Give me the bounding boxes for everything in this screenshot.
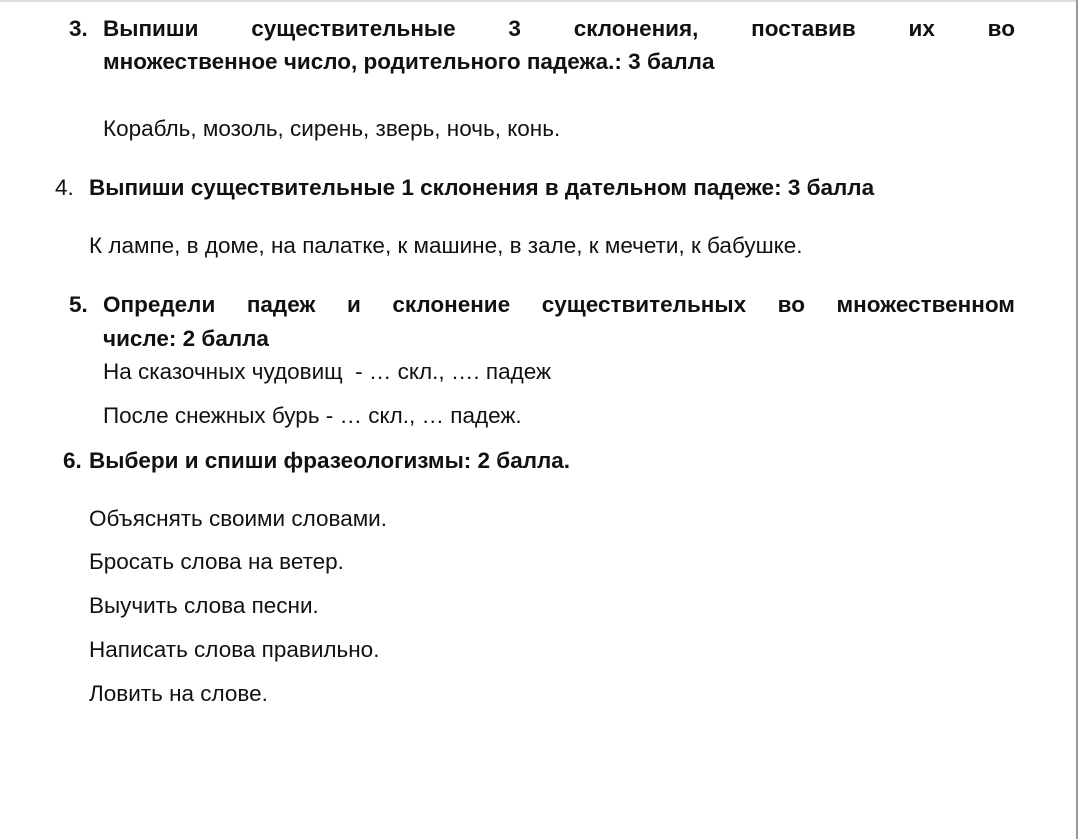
question-6-item: Бросать слова на ветер. <box>89 549 344 574</box>
question-6-title: Выбери и спиши фразеологизмы: 2 балла. <box>89 448 571 473</box>
question-6-item: Выучить слова песни. <box>89 593 319 618</box>
question-3-word: во <box>987 16 1015 41</box>
question-3-word: их <box>908 16 935 41</box>
question-5-item: После снежных бурь - … скл., … падеж. <box>103 403 522 428</box>
page-top-border <box>0 0 1078 2</box>
question-3-answer: Корабль, мозоль, сирень, зверь, ночь, конь. <box>103 116 561 141</box>
question-3-word: 3 <box>508 16 521 41</box>
question-3-word: склонения, <box>573 16 699 41</box>
page-right-border <box>1076 0 1078 839</box>
question-3-title-line2: множественное число, родительного падежа.: 3 балла <box>103 49 715 74</box>
question-3-word: Выпиши <box>103 16 199 41</box>
question-4-answer: К лампе, в доме, на палатке, к машине, в зале, к мечети, к бабушке. <box>89 233 803 258</box>
question-6-number: 6. <box>63 448 82 473</box>
question-5-word: падеж <box>246 292 316 317</box>
question-3-word: существительные <box>251 16 456 41</box>
question-5-word: множественном <box>836 292 1015 317</box>
question-6-item: Написать слова правильно. <box>89 637 380 662</box>
question-5-word: существительных <box>541 292 747 317</box>
question-5-item: На сказочных чудовищ - … скл., …. падеж <box>103 359 552 384</box>
question-5-word: Определи <box>103 292 216 317</box>
question-3-number: 3. <box>69 16 88 41</box>
question-5-word: склонение <box>392 292 511 317</box>
question-5-title-line1 <box>103 292 1015 318</box>
question-5-word: во <box>777 292 805 317</box>
question-5-title-line2: числе: 2 балла <box>103 326 269 351</box>
question-5-number: 5. <box>69 292 88 317</box>
question-6-item: Объяснять своими словами. <box>89 506 387 531</box>
question-5-word: и <box>346 292 361 317</box>
question-4-title: Выпиши существительные 1 склонения в дательном падеже: 3 балла <box>89 175 875 200</box>
question-3-title-line1 <box>103 16 1015 42</box>
question-3-word: поставив <box>751 16 856 41</box>
question-6-item: Ловить на слове. <box>89 681 268 706</box>
question-4-number: 4. <box>55 175 74 200</box>
